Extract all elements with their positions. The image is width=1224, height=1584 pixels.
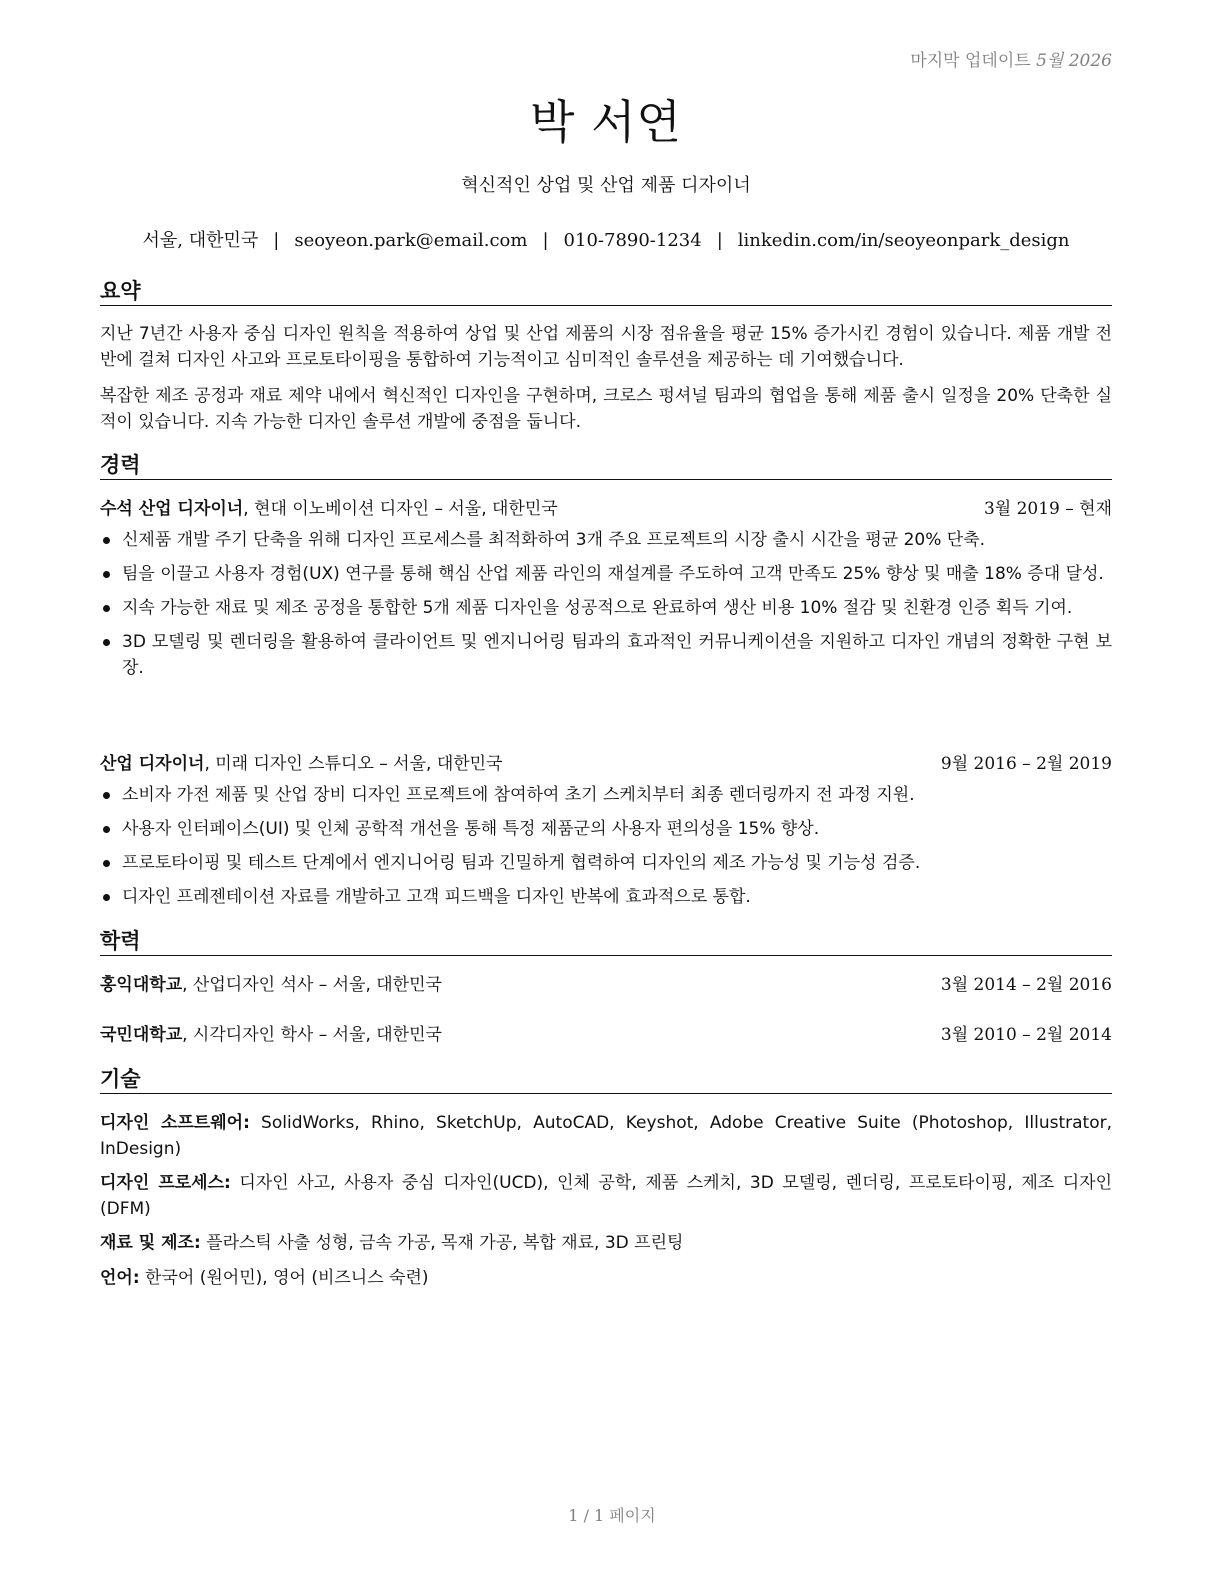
job-bullet: 소비자 가전 제품 및 산업 장비 디자인 프로젝트에 참여하여 초기 스케치부터 최종 렌더링까지 전 과정 지원. [100, 782, 1112, 808]
job-bullet: 프로토타이핑 및 테스트 단계에서 엔지니어링 팀과 긴밀하게 협력하여 디자인의 제조 가능성 및 기능성 검증. [100, 850, 1112, 876]
education-item [100, 972, 1112, 998]
section-title-experience: 경력 [100, 452, 1112, 480]
contact-separator: | [542, 230, 549, 251]
job-bullet: 지속 가능한 재료 및 제조 공정을 통합한 5개 제품 디자인을 성공적으로 완료하여 생산 비용 10% 절감 및 친환경 인증 획득 기여. [100, 595, 1112, 621]
job-bullet: 디자인 프레젠테이션 자료를 개발하고 고객 피드백을 디자인 반복에 효과적으로 통합. [100, 884, 1112, 910]
job-bullet: 팀을 이끌고 사용자 경험(UX) 연구를 통해 핵심 산업 제품 라인의 재설계를 주도하여 고객 만족도 25% 향상 및 매출 18% 증대 달성. [100, 561, 1112, 587]
resume-page [100, 0, 1112, 1584]
job-role: 산업 디자이너 [100, 754, 205, 774]
section-title-education: 학력 [100, 928, 1112, 956]
skill-item [100, 1170, 1112, 1222]
skill-value: 디자인 사고, 사용자 중심 디자인(UCD), 인체 공학, 제품 스케치, 3D 모델링, 렌더링, 프로토타이핑, 제조 디자인(DFM) [100, 1173, 1112, 1219]
job-bullet: 사용자 인터페이스(UI) 및 인체 공학적 개선을 통해 특정 제품군의 사용자 편의성을 15% 향상. [100, 816, 1112, 842]
education-dates: 3월 2014 – 2월 2016 [940, 975, 1112, 995]
last-updated-date: 5월 2026 [1036, 51, 1112, 71]
skill-value: 플라스틱 사출 성형, 금속 가공, 목재 가공, 복합 재료, 3D 프린팅 [200, 1233, 684, 1253]
skill-value: SolidWorks, Rhino, SketchUp, AutoCAD, Keyshot, Adobe Creative Suite (Photoshop, Illustrator, InDesign) [100, 1113, 1112, 1159]
contact-location: 서울, 대한민국 [142, 230, 259, 251]
job-dates: 9월 2016 – 2월 2019 [940, 754, 1112, 774]
page-number: 1 / 1 페이지 [568, 1506, 656, 1525]
section-title-skills: 기술 [100, 1066, 1112, 1094]
job-role: 수석 산업 디자이너 [100, 499, 244, 519]
job-bullet: 신제품 개발 주기 단축을 위해 디자인 프로세스를 최적화하여 3개 주요 프로젝트의 시장 출시 시간을 평균 20% 단축. [100, 527, 1112, 553]
skill-item [100, 1230, 1112, 1256]
job-bullets [100, 527, 1112, 689]
education-school: 홍익대학교 [100, 975, 183, 995]
contact-line [100, 226, 1112, 252]
candidate-name: 박 서연 [530, 95, 682, 149]
job-header [100, 496, 1112, 522]
job-bullet: 3D 모델링 및 렌더링을 활용하여 클라이언트 및 엔지니어링 팀과의 효과적인 커뮤니케이션을 지원하고 디자인 개념의 정확한 구현 보장. [100, 629, 1112, 681]
contact-separator: | [273, 230, 280, 251]
last-updated-label: 마지막 업데이트 [910, 51, 1031, 71]
contact-separator: | [716, 230, 723, 251]
contact-phone: 010-7890-1234 [563, 230, 702, 251]
education-detail: , 시각디자인 학사 – 서울, 대한민국 [182, 1025, 442, 1045]
last-updated [910, 46, 1112, 71]
job-header [100, 751, 1112, 777]
education-item [100, 1022, 1112, 1048]
contact-email[interactable]: seoyeon.park@email.com [294, 230, 528, 251]
education-dates: 3월 2010 – 2월 2014 [940, 1025, 1112, 1045]
job-org: , 미래 디자인 스튜디오 – 서울, 대한민국 [204, 754, 503, 774]
education-detail: , 산업디자인 석사 – 서울, 대한민국 [182, 975, 442, 995]
summary-paragraph: 복잡한 제조 공정과 재료 제약 내에서 혁신적인 디자인을 구현하며, 크로스 펑셔널 팀과의 협업을 통해 제품 출시 일정을 20% 단축한 실적이 있습니다. 지속 가능한 디자인 솔루션 개발에 중점을 둡니다. [100, 386, 1112, 432]
education-school: 국민대학교 [100, 1025, 183, 1045]
job-bullets [100, 782, 1112, 918]
section-title-summary: 요약 [100, 278, 1112, 306]
skill-label: 디자인 프로세스: [100, 1173, 231, 1193]
job-dates: 3월 2019 – 현재 [983, 499, 1112, 519]
skill-value: 한국어 (원어민), 영어 (비즈니스 숙련) [139, 1268, 429, 1288]
skill-item [100, 1110, 1112, 1162]
skill-label: 재료 및 제조: [100, 1233, 201, 1253]
summary-paragraph: 지난 7년간 사용자 중심 디자인 원칙을 적용하여 상업 및 산업 제품의 시장 점유율을 평균 15% 증가시킨 경험이 있습니다. 제품 개발 전반에 걸쳐 디자인 사고와 프로토타이핑을 통합하여 기능적이고 심미적인 솔루션을 제공하는 데 기여했습니다. [100, 324, 1112, 370]
job-org: , 현대 이노베이션 디자인 – 서울, 대한민국 [243, 499, 558, 519]
skill-item [100, 1265, 1112, 1291]
skill-label: 디자인 소프트웨어: [100, 1113, 250, 1133]
contact-linkedin[interactable]: linkedin.com/in/seoyeonpark_design [737, 230, 1070, 251]
candidate-title: 혁신적인 상업 및 산업 제품 디자이너 [461, 175, 751, 196]
skill-label: 언어: [100, 1268, 140, 1288]
